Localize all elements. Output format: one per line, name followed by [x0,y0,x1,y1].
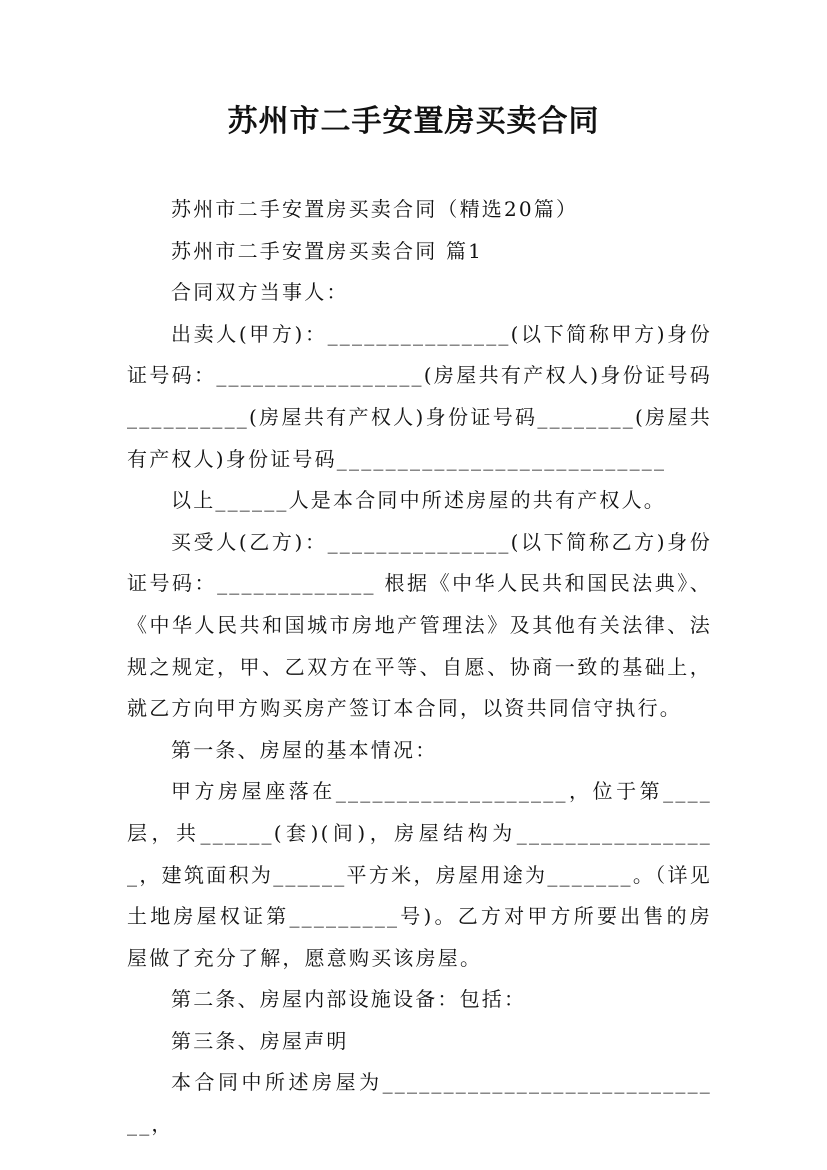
paragraph-section-heading: 苏州市二手安置房买卖合同 篇1 [171,238,484,263]
paragraph-article-1-body: 甲方房屋座落在___________________，位于第____层，共______(套)(间)，房屋结构为_________________，建筑面积为______平方米，房屋用途为_______。（详见土地房屋权证第_________号)。乙方对甲方所要出售的房屋做了充分了解，愿意购买该房屋。 [127,779,712,970]
paragraph-article-1-heading: 第一条、房屋的基本情况： [171,737,438,762]
paragraph-co-owners: 以上______人是本合同中所述房屋的共有产权人。 [171,488,666,513]
paragraph-seller: 出卖人(甲方)：_______________(以下简称甲方)身份证号码：_________________(房屋共有产权人)身份证号码__________(房屋共有产权人)身份证号码________(房屋共有产权人)身份证号码___________________________ [127,321,712,471]
paragraph-article-3-body: 本合同中所述房屋为_____________________________， [127,1070,712,1137]
document-title: 苏州市二手安置房买卖合同 [227,104,600,139]
paragraph-parties: 合同双方当事人： [171,280,349,305]
paragraph-article-2-heading: 第二条、房屋内部设施设备：包括： [171,987,527,1012]
paragraph-article-3-heading: 第三条、房屋声明 [171,1028,349,1053]
paragraph-buyer: 买受人(乙方)：_______________(以下简称乙方)身份证号码：_____________ 根据《中华人民共和国民法典》、《中华人民共和国城市房地产管理法》及其他有关法律、法规之规定，甲、乙双方在平等、自愿、协商一致的基础上，就乙方向甲方购买房产签订本合同，以资共同信守执行。 [127,529,712,721]
paragraph-subtitle: 苏州市二手安置房买卖合同（精选20篇） [171,197,579,221]
document-body [127,189,712,1146]
